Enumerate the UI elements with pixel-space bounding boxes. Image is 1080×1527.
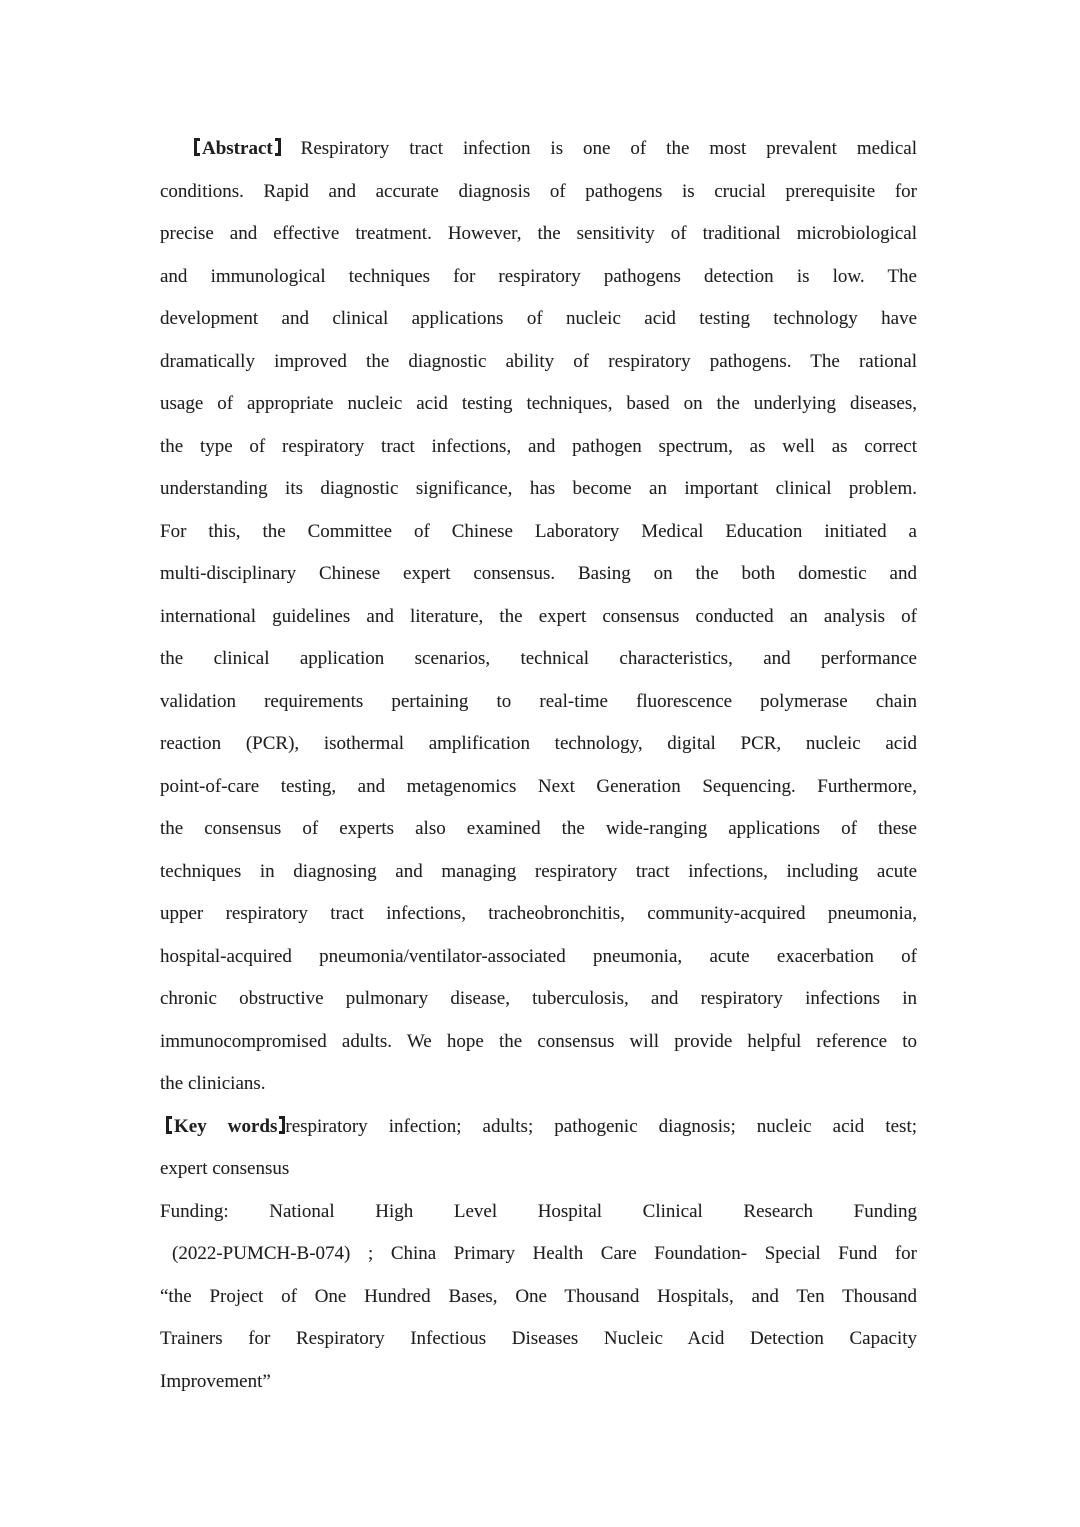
abstract-line: reaction (PCR), isothermal amplification technology, digital PCR, nucleic acid [160, 733, 917, 754]
abstract-line: usage of appropriate nucleic acid testing techniques, based on the underlying diseases, [160, 393, 917, 414]
abstract-line: dramatically improved the diagnostic ability of respiratory pathogens. The rational [160, 350, 917, 372]
abstract-line: international guidelines and literature, the expert consensus conducted an analysis of [160, 605, 917, 627]
abstract-section [160, 128, 917, 1106]
abstract-line: development and clinical applications of nucleic acid testing technology have [160, 308, 917, 329]
keywords-label [166, 1116, 285, 1137]
lenticular-bracket-open-icon [194, 137, 202, 157]
funding-line: Trainers for Respiratory Infectious Diseases Nucleic Acid Detection Capacity [160, 1328, 917, 1349]
lenticular-bracket-open-icon [166, 1115, 174, 1135]
abstract-line: the clinical application scenarios, technical characteristics, and performance [160, 648, 917, 669]
abstract-line: the type of respiratory tract infections, and pathogen spectrum, as well as correct [160, 435, 917, 457]
abstract-line: techniques in diagnosing and managing respiratory tract infections, including acute [160, 860, 917, 882]
lenticular-bracket-close-icon [273, 137, 281, 157]
abstract-line: upper respiratory tract infections, tracheobronchitis, community-acquired pneumonia, [160, 903, 917, 924]
funding-line: “the Project of One Hundred Bases, One Thousand Hospitals, and Ten Thousand [160, 1285, 917, 1307]
keywords-line-text: respiratory infection; adults; pathogenic diagnosis; nucleic acid test; [285, 1115, 917, 1137]
document-text [160, 128, 917, 1403]
abstract-line: multi-disciplinary Chinese expert consensus. Basing on the both domestic and [160, 563, 917, 584]
abstract-line: immunocompromised adults. We hope the consensus will provide helpful reference to [160, 1030, 917, 1052]
abstract-line: the consensus of experts also examined the wide-ranging applications of these [160, 818, 917, 839]
abstract-line: chronic obstructive pulmonary disease, tuberculosis, and respiratory infections in [160, 988, 917, 1009]
funding-line: Funding: National High Level Hospital Clinical Research Funding [160, 1200, 917, 1222]
abstract-line: understanding its diagnostic significance, has become an important clinical problem. [160, 478, 917, 499]
keywords-label-text: Key words [174, 1115, 278, 1137]
abstract-first-line [160, 128, 917, 171]
abstract-label [194, 138, 281, 159]
lenticular-bracket-close-icon [277, 1115, 285, 1135]
abstract-line: conditions. Rapid and accurate diagnosis of pathogens is crucial prerequisite for [160, 180, 917, 202]
keywords-first-line [160, 1106, 917, 1149]
abstract-line: point-of-care testing, and metagenomics Next Generation Sequencing. Furthermore, [160, 775, 917, 797]
abstract-line: and immunological techniques for respiratory pathogens detection is low. The [160, 265, 917, 287]
keywords-last-line: expert consensus [160, 1158, 290, 1179]
abstract-line: For this, the Committee of Chinese Laboratory Medical Education initiated a [160, 520, 917, 542]
keywords-section [160, 1106, 917, 1191]
abstract-line: hospital-acquired pneumonia/ventilator-associated pneumonia, acute exacerbation of [160, 945, 917, 967]
funding-line: (2022-PUMCH-B-074) ; China Primary Health Care Foundation- Special Fund for [172, 1243, 917, 1264]
abstract-line: validation requirements pertaining to real-time fluorescence polymerase chain [160, 690, 917, 712]
abstract-label-text: Abstract [202, 138, 273, 159]
abstract-last-line: the clinicians. [160, 1073, 266, 1094]
funding-last-line: Improvement” [160, 1370, 271, 1392]
funding-section [160, 1191, 917, 1404]
abstract-line-text: Respiratory tract infection is one of the most prevalent medical [300, 138, 918, 159]
abstract-line: precise and effective treatment. However, the sensitivity of traditional microbiological [160, 223, 917, 244]
